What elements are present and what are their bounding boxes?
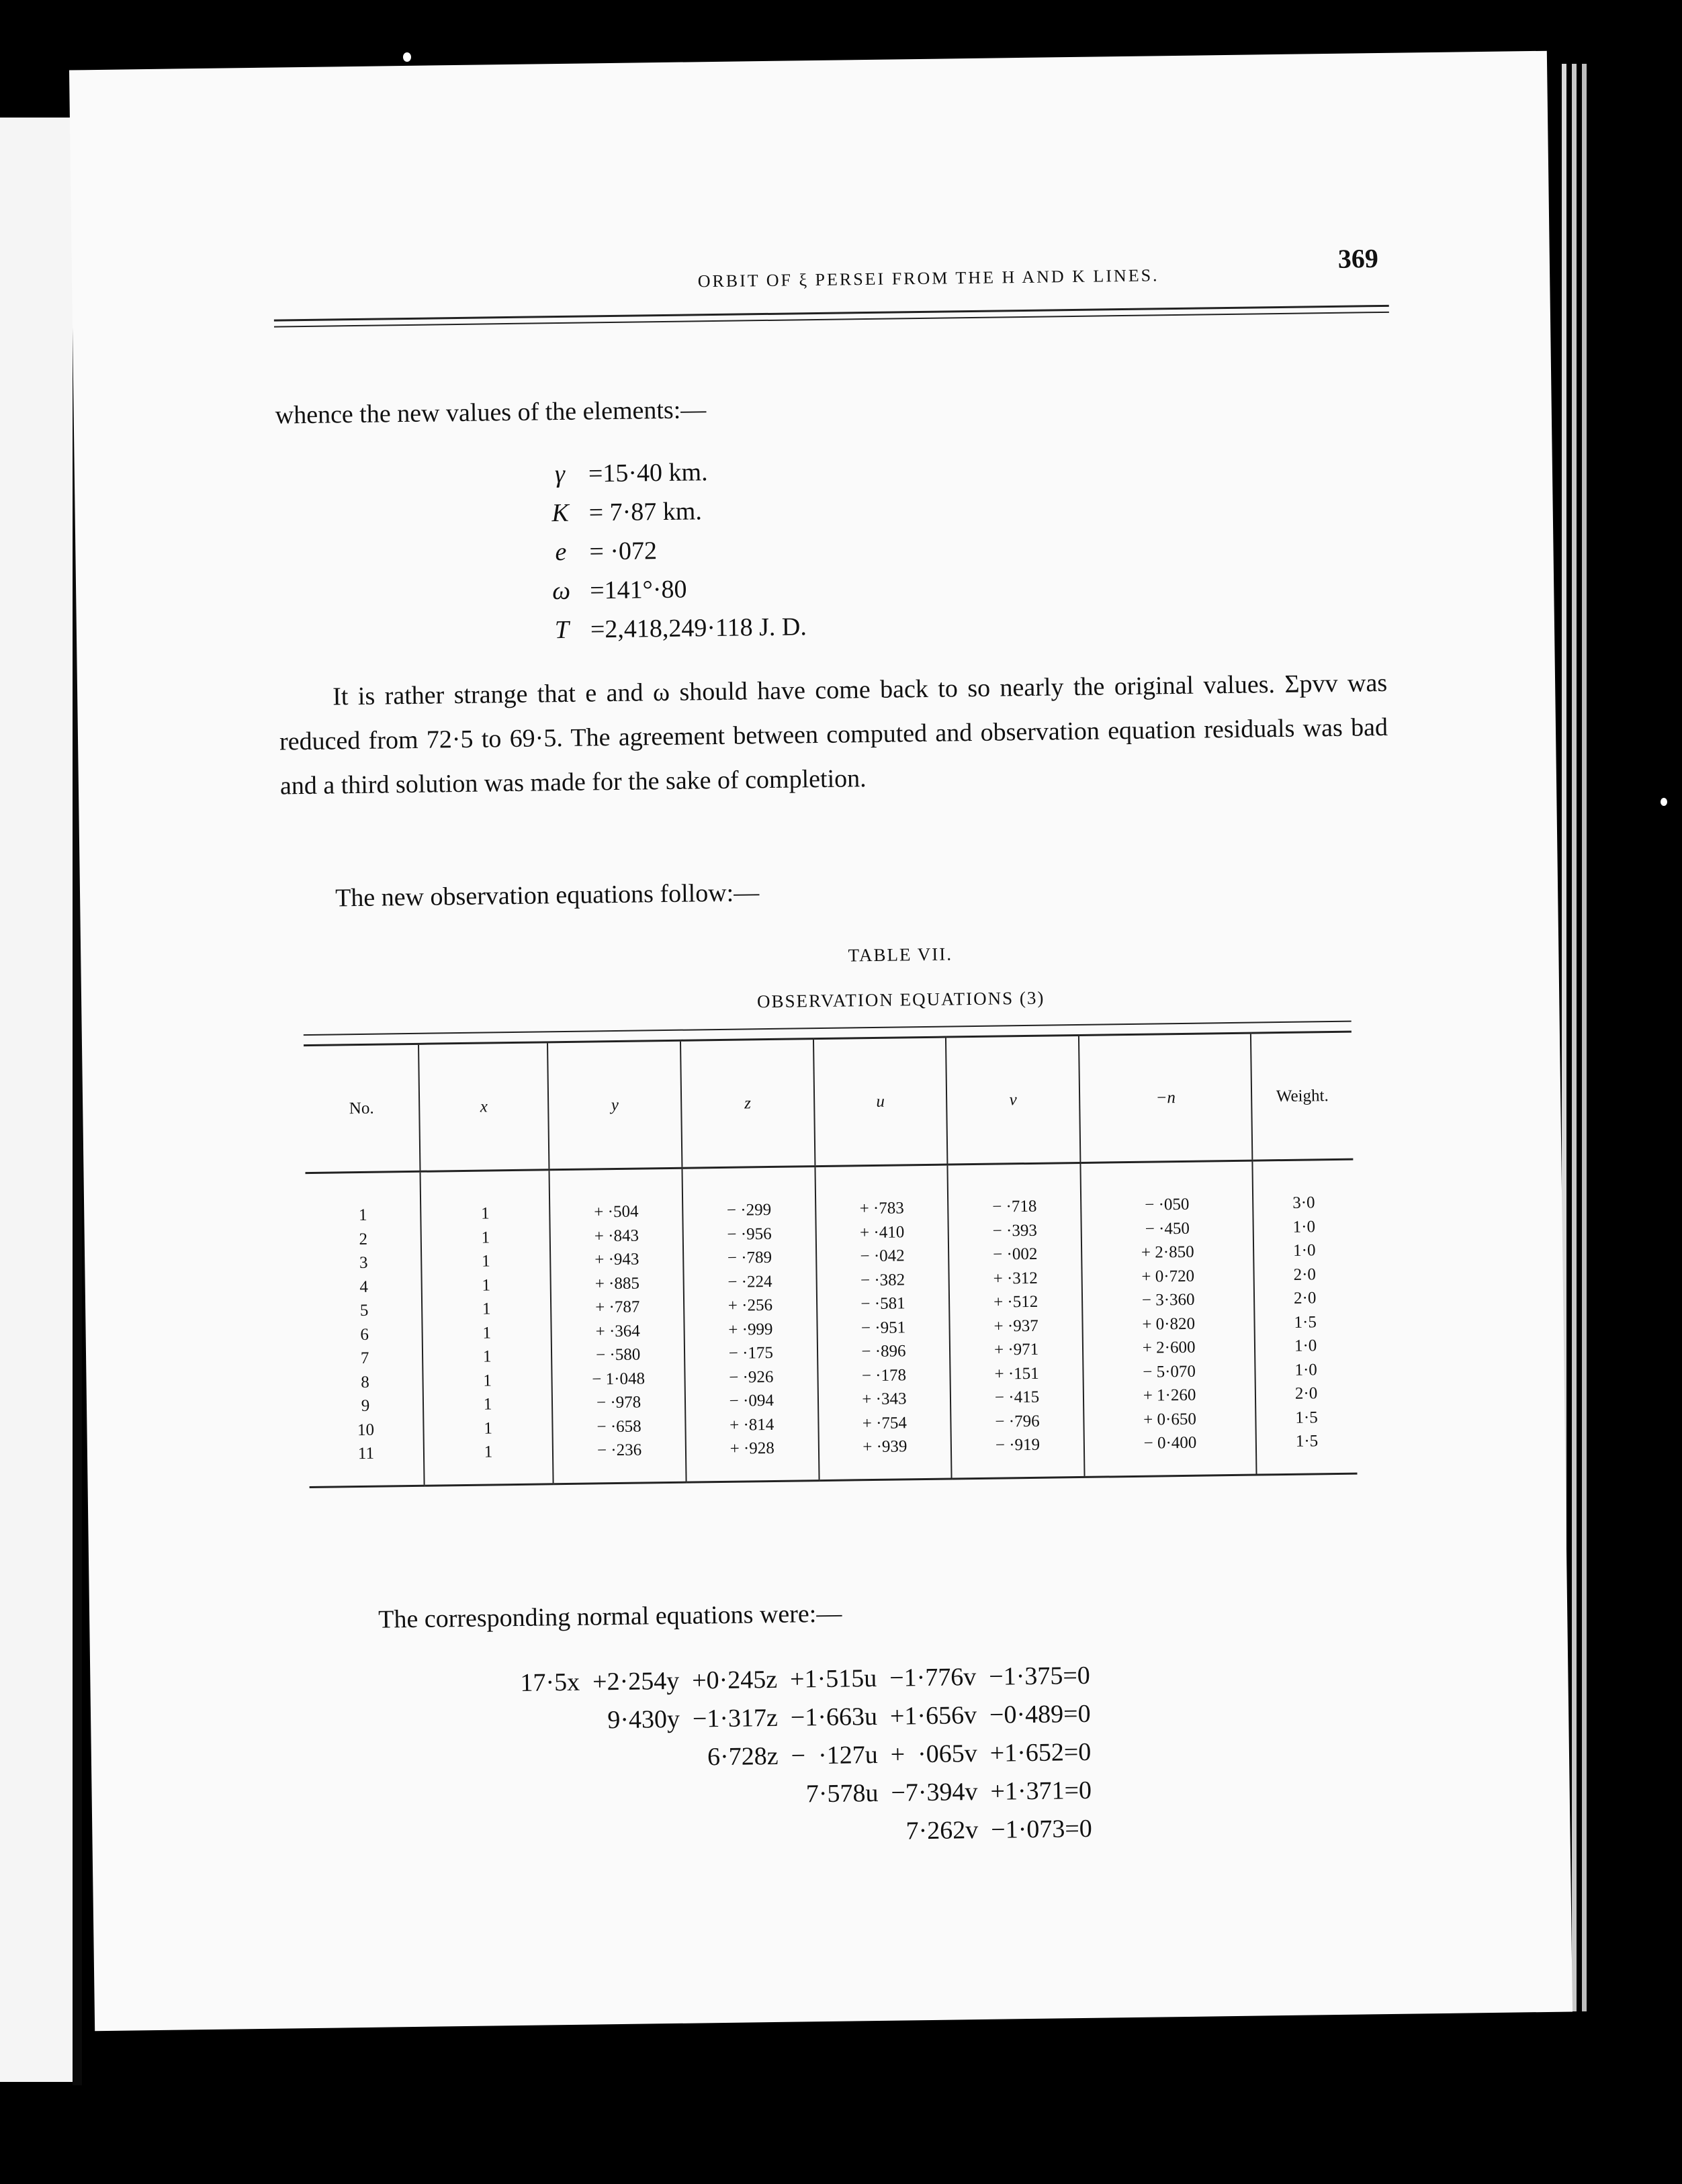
table-cell: + ·939 <box>862 1437 908 1457</box>
table-cell: − 5·070 <box>1143 1362 1196 1381</box>
normal-equations <box>520 1657 1092 1856</box>
table-cell: + ·814 <box>729 1415 774 1435</box>
column-header: u <box>813 1037 948 1167</box>
paragraph: The corresponding normal equations were:— <box>378 1599 842 1634</box>
table-cell: + ·343 <box>862 1390 907 1409</box>
table-cell: 1·5 <box>1294 1312 1317 1332</box>
table-cell: 1·0 <box>1294 1336 1317 1355</box>
table-cell: − ·796 <box>995 1412 1040 1431</box>
table-cell: 1 <box>482 1323 492 1343</box>
table-cell: 5 <box>359 1301 369 1320</box>
table-cell: 1 <box>484 1418 493 1438</box>
normal-equation: 7·578u −7·394v +1·371=0 <box>805 1776 1092 1809</box>
table-cell: − 1·048 <box>592 1369 646 1389</box>
column-header: No. <box>304 1044 420 1173</box>
table-body-row <box>306 1159 1358 1487</box>
table-title: TABLE VII. <box>848 944 953 966</box>
table-cell: + ·843 <box>594 1226 639 1245</box>
normal-equation: 6·728z − ·127u + ·065v +1·652=0 <box>707 1737 1092 1772</box>
column-no <box>306 1171 425 1487</box>
normal-equation: 7·262v −1·073=0 <box>905 1814 1093 1846</box>
table-cell: + ·364 <box>595 1322 641 1340</box>
table-cell: + ·312 <box>993 1269 1038 1288</box>
table-cell: − ·926 <box>729 1367 774 1387</box>
element-row: γ =15·40 km. <box>554 458 708 489</box>
table-cell: 1·0 <box>1294 1360 1317 1379</box>
table-cell: 2·0 <box>1293 1289 1317 1308</box>
dust-speck <box>1661 798 1667 806</box>
table-cell: + ·754 <box>862 1413 908 1432</box>
page-number: 369 <box>1337 243 1379 274</box>
table-cell: + ·783 <box>859 1199 904 1218</box>
observation-equations-table <box>304 1031 1358 1488</box>
table-cell: + ·971 <box>993 1340 1039 1359</box>
table-cell: 1·0 <box>1292 1217 1316 1236</box>
table-cell: + 0·820 <box>1142 1314 1196 1334</box>
table-cell: + 0·650 <box>1143 1410 1197 1429</box>
table-cell: − ·042 <box>860 1246 905 1266</box>
table-cell: 11 <box>357 1444 375 1463</box>
table-cell: 1·5 <box>1295 1432 1319 1451</box>
table-cell: − ·178 <box>861 1365 907 1385</box>
table-cell: 1·0 <box>1292 1241 1316 1260</box>
table-cell: − 3·360 <box>1141 1290 1195 1310</box>
table-cell: − ·718 <box>992 1197 1037 1216</box>
table-cell: − ·658 <box>596 1417 641 1436</box>
element-row: e = ·072 <box>555 537 658 567</box>
column-v <box>948 1163 1085 1479</box>
column-header: v <box>946 1035 1080 1165</box>
table-cell: − ·789 <box>727 1248 772 1267</box>
table-cell: − ·224 <box>727 1272 772 1291</box>
table-cell: 1 <box>482 1347 492 1366</box>
table-cell: + 2·600 <box>1142 1338 1196 1357</box>
table-cell: 4 <box>359 1277 369 1296</box>
table-cell: + ·410 <box>859 1222 905 1242</box>
table-cell: − ·382 <box>860 1270 905 1289</box>
table-cell: 9 <box>361 1396 370 1416</box>
table-cell: + ·937 <box>993 1316 1038 1336</box>
table-cell: − ·581 <box>860 1294 905 1314</box>
table-cell: 1 <box>481 1228 490 1247</box>
column-neg-n <box>1080 1161 1257 1477</box>
table-cell: − ·919 <box>995 1435 1041 1455</box>
table-cell: + ·885 <box>594 1274 640 1293</box>
table-cell: 2 <box>359 1230 368 1248</box>
normal-equation: 17·5x +2·254y +0·245z +1·515u −1·776v −1·375=0 <box>520 1661 1091 1697</box>
element-row: K = 7·87 km. <box>551 497 703 528</box>
table-cell: 1 <box>483 1371 492 1390</box>
table-cell: − ·393 <box>992 1221 1038 1240</box>
table-cell: 2·0 <box>1294 1384 1318 1403</box>
table-cell: + ·943 <box>594 1250 639 1269</box>
table-cell: + ·512 <box>993 1292 1038 1312</box>
paragraph: The new observation equations follow:— <box>335 878 760 913</box>
table-cell: 3 <box>359 1253 368 1273</box>
table-cell: − ·415 <box>994 1387 1040 1407</box>
table-cell: 1·5 <box>1295 1408 1318 1427</box>
table-cell: + 0·720 <box>1141 1267 1195 1286</box>
table-cell: − ·050 <box>1145 1195 1190 1214</box>
table-cell: 1 <box>481 1204 490 1223</box>
table-cell: 3·0 <box>1292 1193 1315 1212</box>
table-cell: 6 <box>360 1325 369 1344</box>
table-cell: 1 <box>483 1395 492 1414</box>
table-cell: 1 <box>482 1300 491 1318</box>
intro-text: whence the new values of the elements:— <box>275 396 707 430</box>
table-subtitle: OBSERVATION EQUATIONS (3) <box>756 987 1045 1012</box>
column-header: y <box>547 1040 682 1170</box>
table-header-row <box>304 1032 1353 1173</box>
column-x <box>420 1170 553 1486</box>
table-cell: 1 <box>481 1252 490 1271</box>
table-cell: − ·094 <box>729 1391 774 1410</box>
running-title: ORBIT OF ξ PERSEI FROM THE H AND K LINES. <box>697 265 1159 291</box>
table-cell: 2·0 <box>1293 1265 1317 1284</box>
table-cell: − ·236 <box>596 1441 642 1460</box>
table-cell: − ·956 <box>727 1224 772 1244</box>
table-cell: − ·450 <box>1145 1219 1190 1238</box>
table-cell: 8 <box>361 1373 369 1392</box>
table-cell: + 2·850 <box>1141 1242 1194 1262</box>
normal-equation: 9·430y −1·317z −1·663u +1·656v −0·489=0 <box>607 1699 1091 1735</box>
table-cell: + ·787 <box>595 1298 640 1317</box>
table-cell: 1 <box>484 1443 493 1461</box>
element-row: ω =141°·80 <box>552 575 687 606</box>
element-row: T =2,418,249·118 J. D. <box>554 612 807 645</box>
left-page-edge <box>0 118 77 2082</box>
column-weight <box>1253 1159 1358 1475</box>
column-y <box>549 1168 687 1484</box>
page-edge <box>1572 64 1577 2011</box>
dust-speck <box>403 52 411 62</box>
table-cell: 1 <box>482 1275 491 1295</box>
column-header: −n <box>1079 1033 1253 1163</box>
paragraph: It is rather strange that e and ω should have come back to so nearly the original values. Σpvv was reduced from 72·5 to 69·5. The agreement between computed and observation equation residuals was bad and a third solution was made for the sake of completion. <box>279 668 1388 801</box>
table-cell: 1 <box>358 1205 367 1225</box>
orbital-elements <box>531 451 807 649</box>
table-cell: − ·175 <box>728 1343 774 1363</box>
column-u <box>815 1165 952 1481</box>
book-page <box>69 51 1573 2032</box>
table-cell: − ·951 <box>860 1318 906 1337</box>
table-cell: + ·256 <box>727 1295 773 1315</box>
page-edge <box>1582 64 1587 2011</box>
table-cell: − ·002 <box>992 1244 1038 1264</box>
column-header: x <box>418 1042 549 1172</box>
table-cell: 10 <box>357 1420 375 1439</box>
column-z <box>682 1167 819 1483</box>
table-cell: − ·896 <box>861 1342 906 1361</box>
table-cell: + ·999 <box>728 1320 773 1339</box>
table-cell: − ·580 <box>595 1345 641 1365</box>
table-cell: − 0·400 <box>1143 1433 1197 1453</box>
table-cell: + ·504 <box>594 1202 639 1222</box>
table-cell: − ·299 <box>726 1200 772 1220</box>
column-header: Weight. <box>1251 1032 1353 1161</box>
table-cell: + ·151 <box>994 1364 1039 1383</box>
table-cell: + ·928 <box>729 1439 774 1458</box>
column-header: z <box>680 1039 815 1169</box>
table-cell: − ·978 <box>596 1393 641 1412</box>
table-cell: 7 <box>360 1349 369 1368</box>
table-cell: + 1·260 <box>1143 1385 1196 1405</box>
